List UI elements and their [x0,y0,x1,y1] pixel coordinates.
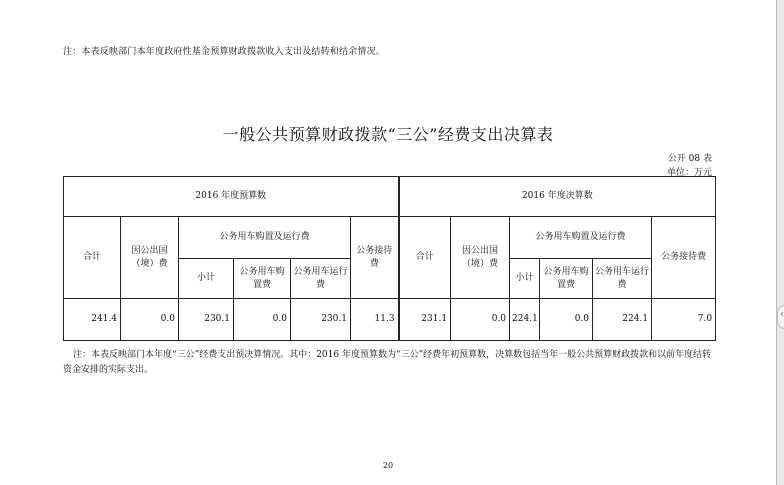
budget-vehicle-header: 公务用车购置及运行费 [179,217,351,259]
three-public-expenses-table [63,176,716,341]
budget-total-cell: 241.4 [64,299,121,341]
top-note: 注：本表反映部门本年度政府性基金预算财政拨款收入支出及结转和结余情况。 [63,47,386,57]
final-reception-header: 公务接待费 [652,217,716,299]
final-abroad-header: 因公出国（境）费 [451,217,510,299]
side-scroll-handle[interactable] [777,305,784,329]
budget-abroad-cell: 0.0 [121,299,179,341]
page-number: 20 [382,461,394,470]
budget-reception-cell: 11.3 [351,299,399,341]
budget-subtotal-cell: 230.1 [179,299,234,341]
final-total-header: 合计 [399,217,451,299]
table-row-group-header [64,177,716,217]
table-title: 一般公共预算财政拨款“三公”经费支出决算表 [222,125,554,144]
budget-total-header: 合计 [64,217,121,299]
final-total-cell: 231.1 [399,299,451,341]
final-vehicle-header: 公务用车购置及运行费 [510,217,652,259]
budget-purchase-header: 公务用车购置费 [234,259,291,299]
final-group-header: 2016 年度决算数 [399,177,716,217]
table-row [64,299,716,341]
bottom-note: 注：本表反映部门本年度“三公”经费支出预决算情况。其中：2016 年度预算数为“三公”经费年初预算数，决算数包括当年一般公共预算财政拨款和以前年度结转资金安排的实际支出。 [63,350,712,375]
table-code: 公开 08 表 [667,154,712,164]
final-subtotal-header: 小计 [510,259,540,299]
table-row-header-1 [64,217,716,259]
budget-operation-header: 公务用车运行费 [291,259,351,299]
budget-abroad-header: 因公出国（境）费 [121,217,179,299]
budget-operation-cell: 230.1 [291,299,351,341]
budget-group-header: 2016 年度预算数 [64,177,399,217]
final-operation-header: 公务用车运行费 [593,259,652,299]
final-purchase-cell: 0.0 [540,299,593,341]
final-reception-cell: 7.0 [652,299,716,341]
final-abroad-cell: 0.0 [451,299,510,341]
budget-subtotal-header: 小计 [179,259,234,299]
chevron-left-icon: ‹ [780,309,784,320]
unit-label: 单位：万元 [666,168,712,178]
budget-reception-header: 公务接待费 [351,217,399,299]
final-subtotal-cell: 224.1 [510,299,540,341]
budget-purchase-cell: 0.0 [234,299,291,341]
final-purchase-header: 公务用车购置费 [540,259,593,299]
final-operation-cell: 224.1 [593,299,652,341]
